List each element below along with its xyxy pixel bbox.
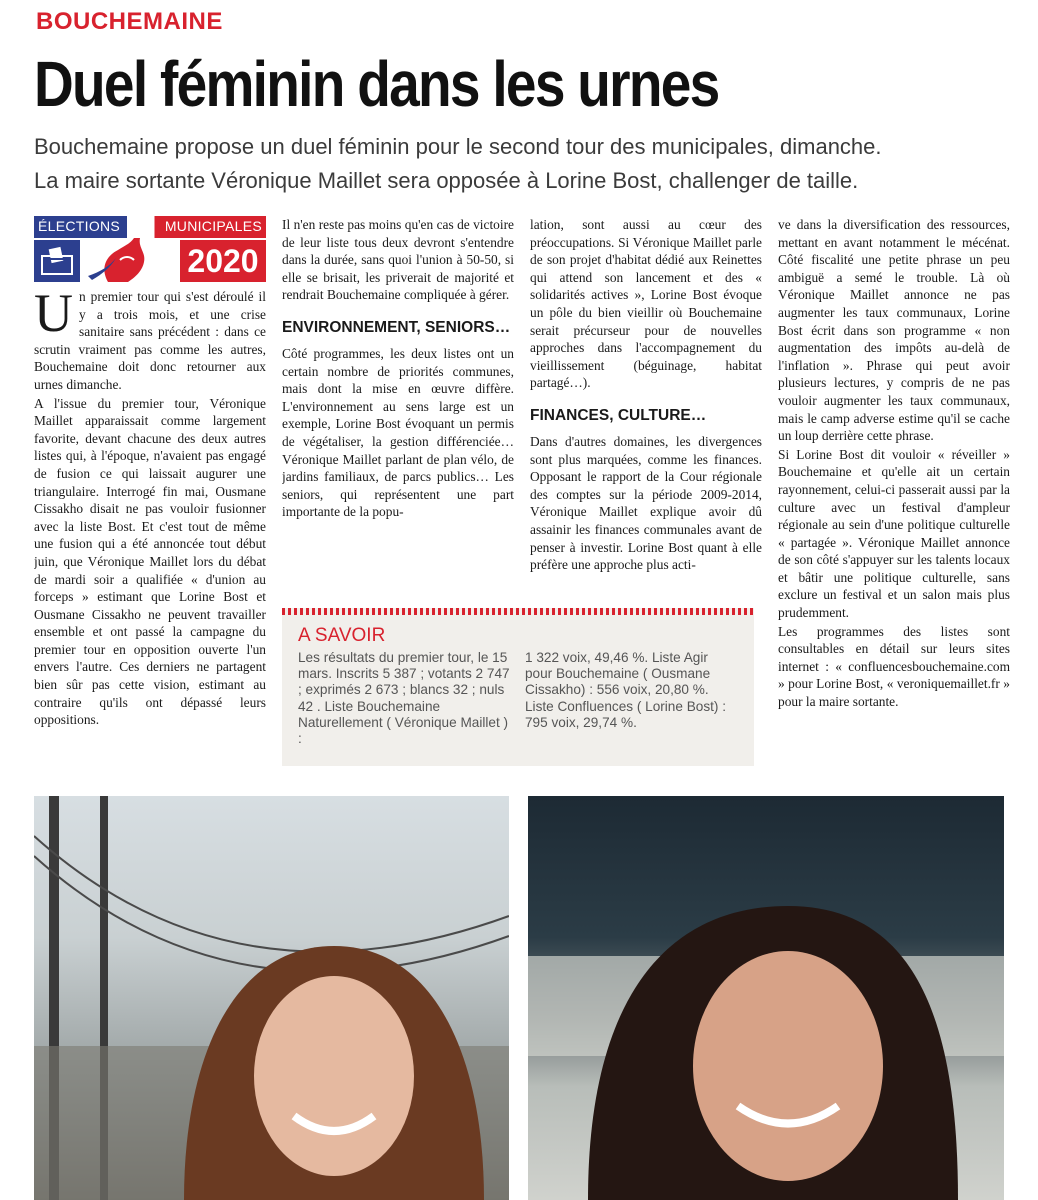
- logo-label-left: ÉLECTIONS: [38, 218, 121, 234]
- section-kicker: BOUCHEMAINE: [36, 8, 223, 35]
- article-column-3: [530, 216, 762, 574]
- article-column-1: [34, 216, 266, 729]
- drop-cap: U: [34, 283, 73, 343]
- article-column-2: [282, 216, 514, 521]
- ballot-box-icon: [40, 246, 74, 276]
- marianne-icon: [80, 216, 180, 282]
- subheading: FINANCES, CULTURE…: [530, 406, 707, 424]
- logo-label-right: MUNICIPALES: [164, 218, 262, 234]
- info-box: [282, 608, 754, 766]
- info-box-text: Les résultats du premier tour, le 15 mars. Inscrits 5 387 ; votants 2 747 ; exprimés 2 673 ; blancs 32 ; nuls 42 . Liste Bouchemaine Naturellement ( Véronique Maillet ) :: [298, 650, 510, 747]
- headline: Duel féminin dans les urnes: [34, 48, 719, 120]
- standfirst: [34, 130, 1014, 198]
- info-box-stripe: [282, 608, 754, 615]
- elections-logo: [34, 216, 266, 282]
- paragraph: Si Lorine Bost dit vouloir « réveiller » Bouchemaine et qu'elle ait un certain rayonnement, celui-ci passerait aussi par la culture avec un festival d'ampleur régionale au sein d'une politique culturelle « partagée ». Véronique Maillet annonce de son côté s'appuyer sur les talents locaux et bâtir une politique culturelle, sans exclure un festival et un salon mais plus prudemment.: [778, 446, 1010, 621]
- portrait-photo-left: [34, 796, 509, 1200]
- info-box-text: 1 322 voix, 49,46 %. Liste Agir pour Bouchemaine ( Ousmane Cissakho) : 556 voix, 20,80 %. Liste Confluences ( Lorine Bost) : 795 voix, 29,74 %.: [525, 650, 726, 730]
- logo-year: 2020: [180, 240, 266, 282]
- paragraph: Un premier tour qui s'est déroulé il y a trois mois, et une crise sanitaire sans précédent : dans ce scrutin vraiment pas comme les autres, Bouchemaine doit donc retourner aux urnes dimanche.: [34, 283, 266, 392]
- paragraph: Les programmes des listes sont consultables en détail sur leurs sites internet : « confluencesbouchemaine.com » pour Lorine Bost, « veroniquemaillet.fr » pour la maire sortante.: [778, 623, 1010, 710]
- paragraph: ve dans la diversification des ressources, mettant en avant notamment le mécénat. Côté fiscalité une petite phrase un peu ambiguë a semé le trouble. Là où Véronique Maillet annonce ne pas augmenter les taux communaux, Lorine Bost écrit dans son programme « non augmentation des impôts au-delà de l'inflation ». Phrase qui peut avoir plusieurs lectures, y compris de ne pas vouloir augmenter les taux communaux, mais le camp adverse estime qu'il se cache un loup derrière cette phrase.: [778, 217, 1010, 444]
- paragraph: Dans d'autres domaines, les divergences sont plus marquées, comme les finances. Opposant le rapport de la Cour régionale des comptes sur la période 2009-2014, Véronique Maillet explique avoir dû assainir les finances communales avant de penser à investir. Lorine Bost quant à elle préfère une approche plus acti-: [530, 433, 762, 573]
- standfirst-line: Bouchemaine propose un duel féminin pour le second tour des municipales, dimanche.: [34, 134, 882, 159]
- info-box-title: A SAVOIR: [298, 625, 386, 646]
- paragraph: A l'issue du premier tour, Véronique Maillet apparaissait comme largement favorite, devant chacune des deux autres listes qui, à l'époque, n'avaient pas engagé de fusion ce qui laissait augurer une triangulaire. Interrogé fin mai, Ousmane Cissakho disait ne pas vouloir fusionner avec la liste Bost. Et c'est tout de même une fusion qui a été annoncée tout début juin, que Véronique Maillet lors du débat de mardi soir a qualifiée « d'union au forceps » estimant que Lorine Bost et Ousmane Cissakho ne peuvent travailler ensemble et ont passé la campagne du premier tour en opposition ouverte l'un envers l'autre. Ces derniers ne partagent bien sûr pas cette vision, estimant au contraire qu'ils ont dépassé leurs oppositions.: [34, 395, 266, 728]
- article-column-4: [778, 216, 1010, 711]
- standfirst-line: La maire sortante Véronique Maillet sera opposée à Lorine Bost, challenger de taille.: [34, 168, 859, 193]
- subheading: ENVIRONNEMENT, SENIORS…: [282, 318, 511, 336]
- portrait-photo-right: [528, 796, 1004, 1200]
- paragraph: Côté programmes, les deux listes ont un certain nombre de priorités communes, mais dont la mise en œuvre diffère. L'environnement au sens large est un exemple, Lorine Bost évoquant un permis de végétaliser, la gestion différenciée… Véronique Maillet parlant de plan vélo, de jardins familiaux, de parcs publics… Les seniors, qui représentent une part importante de la popu-: [282, 345, 514, 520]
- paragraph: Il n'en reste pas moins qu'en cas de victoire de leur liste tous deux devront s'entendre dans la durée, sans quoi l'union à 50-50, si elle se brisait, les priverait de majorité et rendrait Bouchemaine compliquée à gérer.: [282, 217, 514, 303]
- paragraph: lation, sont aussi au cœur des préoccupations. Si Véronique Maillet parle de son projet d'habitat dédié aux Reinettes qui attend son lancement et des « solidarités actives », Lorine Bost évoque un pôle du bien vieillir où Bouchemaine serait précurseur pour de nouvelles approches dans l'accompagnement du vieillissement (béguinage, habitat partagé…).: [530, 217, 762, 391]
